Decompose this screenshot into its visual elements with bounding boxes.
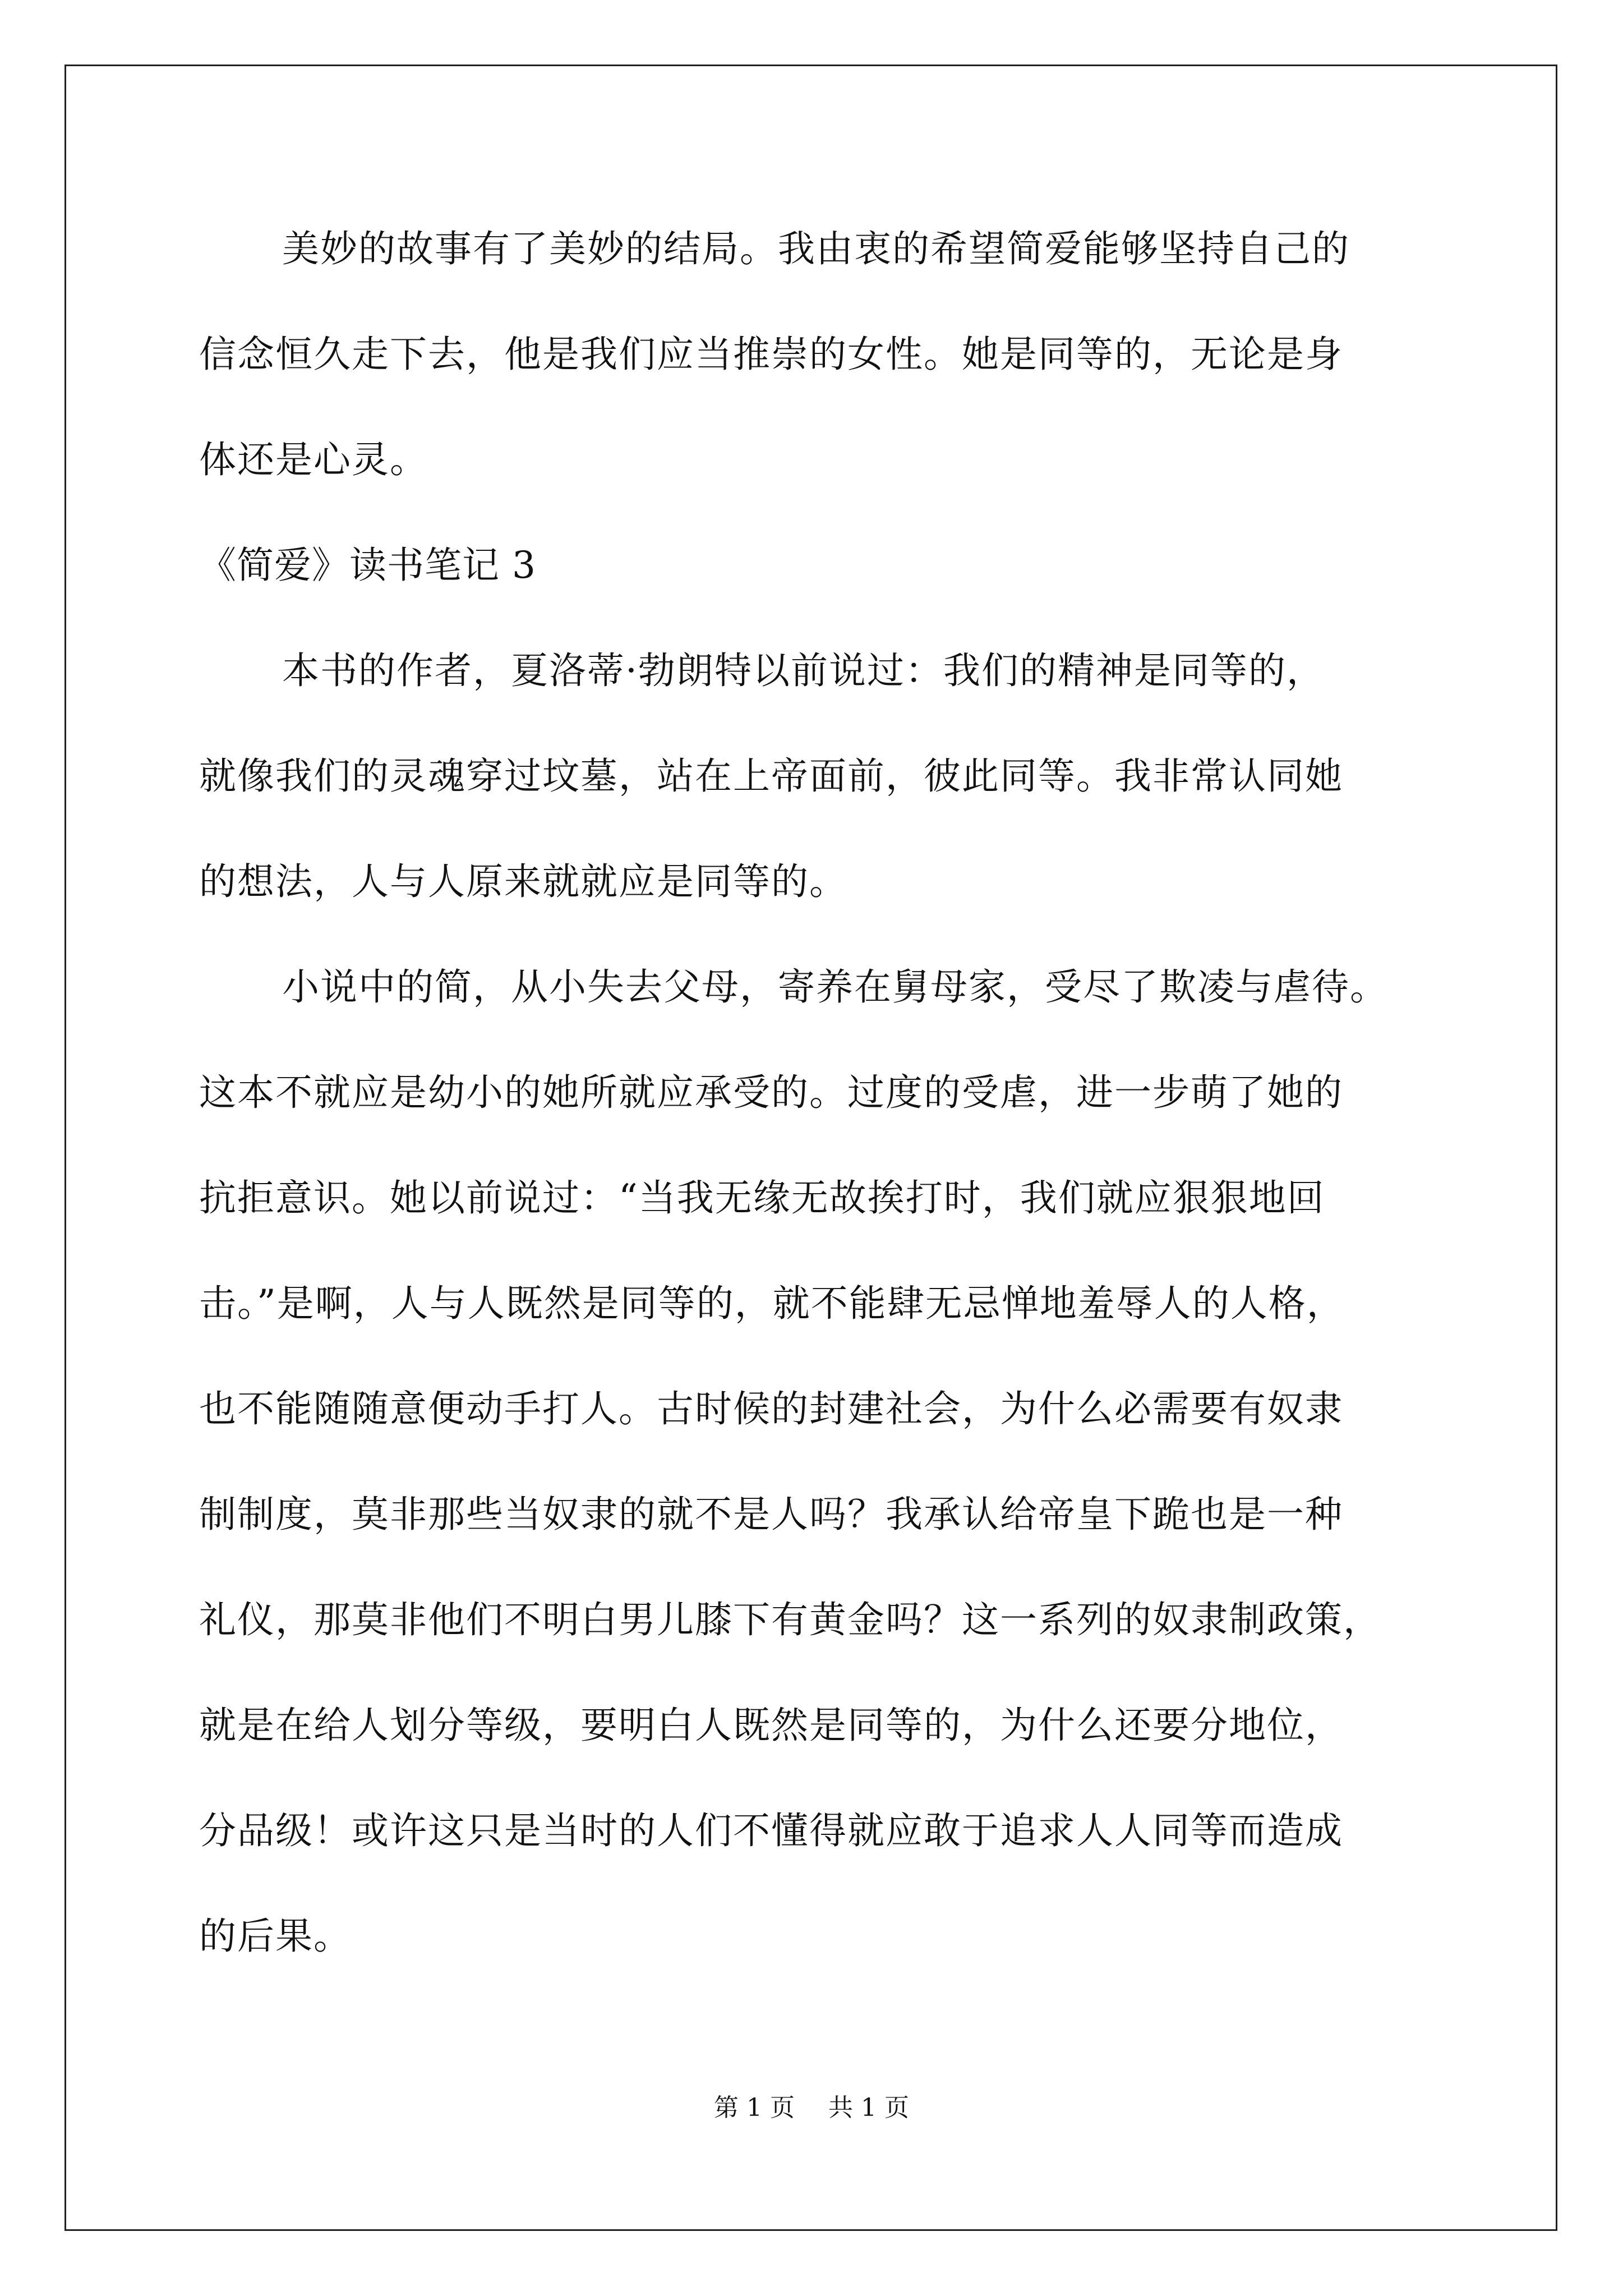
paragraph-line: 体还是心灵。: [199, 438, 428, 481]
paragraph-line: 本书的作者，夏洛蒂·勃朗特以前说过：我们的精神是同等的，: [282, 649, 1325, 692]
paragraph-line: 击。”是啊，人与人既然是同等的，就不能肆无忌惮地羞辱人的人格，: [199, 1282, 1345, 1325]
paragraph-line: 礼仪，那莫非他们不明白男儿膝下有黄金吗？这一系列的奴隶制政策，: [199, 1598, 1381, 1641]
paragraph-line: 抗拒意识。她以前说过：“当我无缘无故挨打时，我们就应狠狠地回: [199, 1176, 1325, 1220]
page-footer: [0, 2091, 1623, 2125]
section-heading: 《简爱》读书笔记 3: [199, 544, 536, 587]
paragraph-line: 就是在给人划分等级，要明白人既然是同等的，为什么还要分地位，: [199, 1704, 1343, 1747]
page-total: 共 1 页: [828, 2093, 909, 2122]
paragraph-line: 小说中的简，从小失去父母，寄养在舅母家，受尽了欺凌与虐待。: [282, 965, 1388, 1009]
paragraph-line: 这本不就应是幼小的她所就应承受的。过度的受虐，进一步萌了她的: [199, 1071, 1343, 1114]
paragraph-line: 制制度，莫非那些当奴隶的就不是人吗？我承认给帝皇下跪也是一种: [199, 1493, 1343, 1536]
page-number: 第 1 页: [714, 2093, 795, 2122]
paragraph-line: 的后果。: [199, 1915, 352, 1958]
paragraph-line: 的想法，人与人原来就就应是同等的。: [199, 860, 847, 903]
paragraph-line: 分品级！或许这只是当时的人们不懂得就应敢于追求人人同等而造成: [199, 1809, 1343, 1852]
paragraph-line: 美妙的故事有了美妙的结局。我由衷的希望简爱能够坚持自己的: [282, 227, 1350, 270]
paragraph-line: 就像我们的灵魂穿过坟墓，站在上帝面前，彼此同等。我非常认同她: [199, 754, 1343, 798]
paragraph-line: 信念恒久走下去，他是我们应当推崇的女性。她是同等的，无论是身: [199, 333, 1343, 376]
paragraph-line: 也不能随随意便动手打人。古时候的封建社会，为什么必需要有奴隶: [199, 1387, 1343, 1430]
